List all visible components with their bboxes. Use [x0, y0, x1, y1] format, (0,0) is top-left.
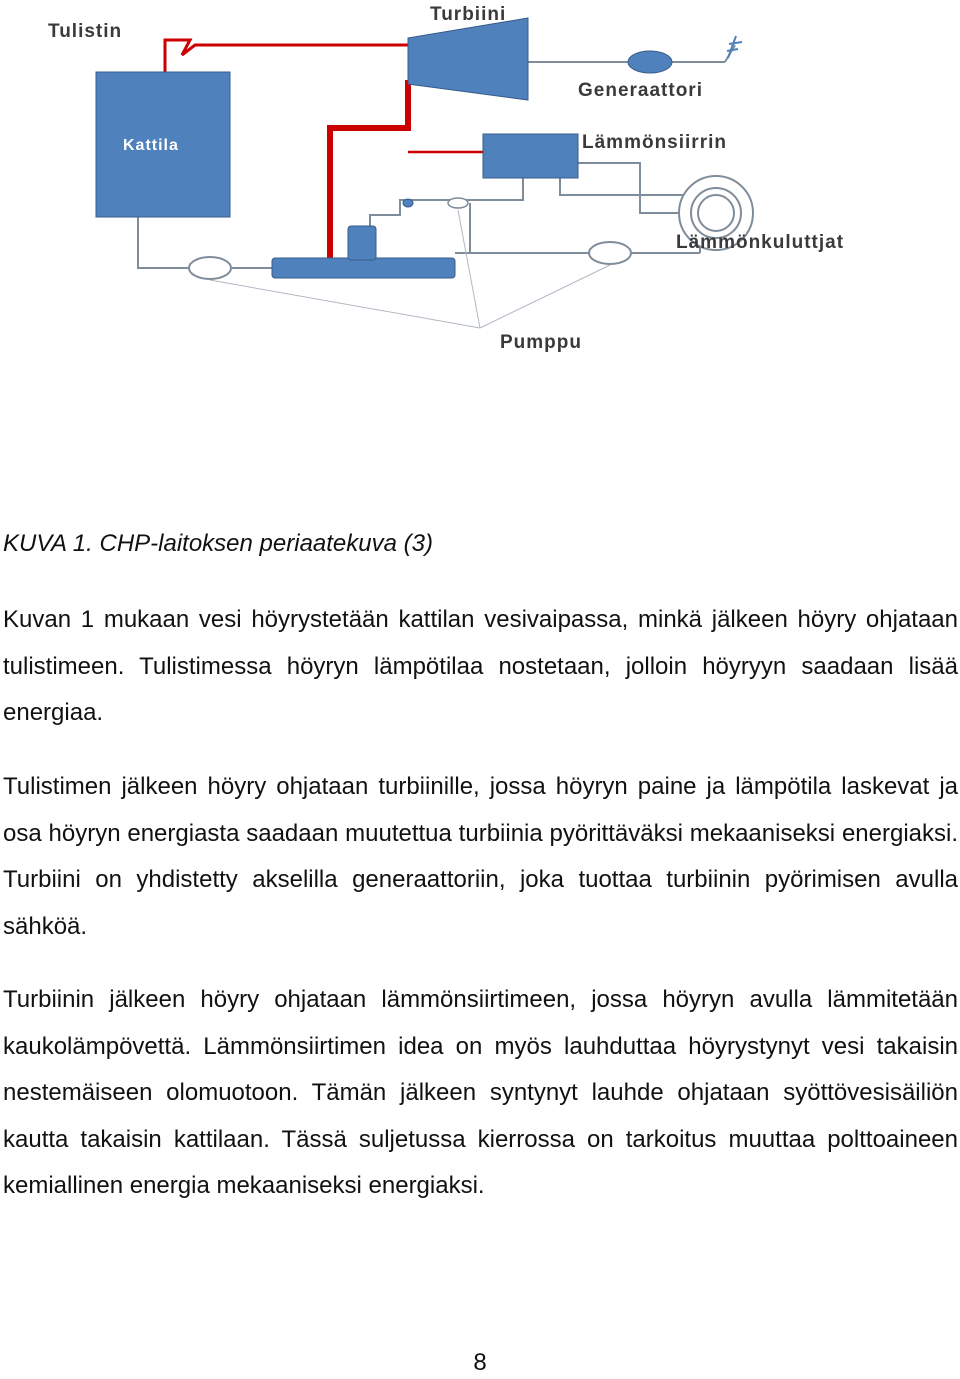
- valve-junction: [403, 199, 413, 207]
- chp-diagram: [0, 0, 960, 360]
- paragraph: Tulistimen jälkeen höyry ohjataan turbiinille, jossa höyryn paine ja lämpötila laskevat ja osa höyryn energiasta saadaan muutettua turbiinia pyörittäväksi mekaaniseksi energiaksi. Turbiini on yhdistetty akselilla generaattoriin, joka tuottaa turbiinin pyörimisen avulla sähköä.: [3, 773, 958, 940]
- lammonsiirrin-heat-exchanger: [483, 134, 578, 178]
- deaerator-column: [348, 226, 376, 260]
- label-turbiini: Turbiini: [430, 4, 507, 25]
- pump-left: [189, 257, 231, 279]
- feedwater-tank: [272, 258, 455, 278]
- pump-right: [589, 242, 631, 264]
- turbiini-turbine: [408, 18, 528, 100]
- label-kattila: Kattila: [123, 137, 179, 154]
- label-pumppu: Pumppu: [500, 332, 582, 353]
- paragraph: Kuvan 1 mukaan vesi höyrystetään kattilan vesivaipassa, minkä jälkeen höyry ohjataan tulistimeen. Tulistimessa höyryn lämpötilaa nostetaan, jolloin höyryyn saadaan lisää energiaa.: [3, 606, 958, 726]
- figure-caption: KUVA 1. CHP-laitoksen periaatekuva (3): [3, 530, 433, 557]
- valve-small: [448, 198, 468, 208]
- page-number: 8: [473, 1349, 487, 1376]
- tulistin-zigzag: [165, 40, 410, 72]
- label-lammonkuluttajat: Lämmönkuluttjat: [676, 232, 845, 253]
- generaattori-generator: [628, 51, 672, 73]
- label-lammonsiirrin: Lämmönsiirrin: [582, 132, 727, 153]
- label-generaattori: Generaattori: [578, 80, 703, 101]
- paragraph: Turbiinin jälkeen höyry ohjataan lämmönsiirtimeen, jossa höyryn avulla lämmitetään kaukolämpövettä. Lämmönsiirtimen idea on myös lauhduttaa höyrystynyt vesi takaisin nestemäiseen olomuotoon. Tämän jälkeen syntynyt lauhde ohjataan syöttövesisäiliön kautta takaisin kattilaan. Tässä suljetussa kierrossa on tarkoitus muuttaa polttoaineen kemiallinen energia mekaaniseksi energiaksi.: [3, 986, 958, 1199]
- label-tulistin: Tulistin: [48, 21, 123, 42]
